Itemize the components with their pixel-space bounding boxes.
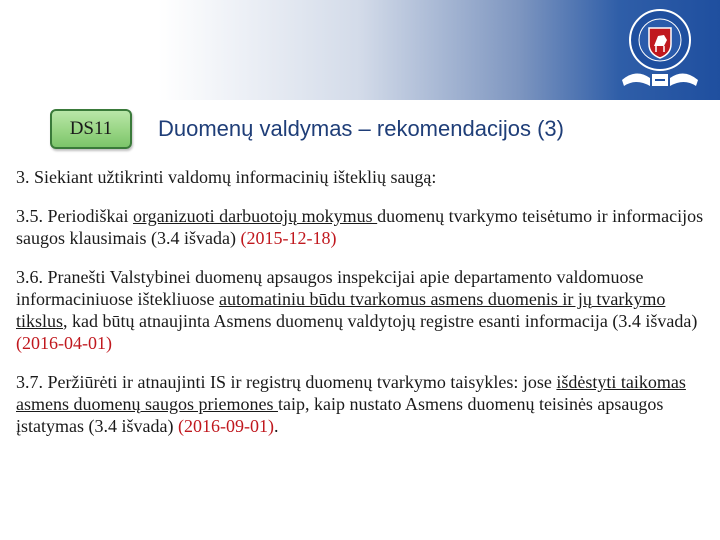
recommendation-3-5 — [16, 205, 708, 249]
rec-3-7-text-c: taip, kaip nustato Asmens duomenų teisinės apsaugos įstatymas (3.4 išvada) — [16, 394, 664, 436]
rec-3-6-text-c: , kad būtų atnaujinta Asmens duomenų valdytojų registre esanti informacija (3.4 išvada) — [63, 311, 698, 331]
rec-3-5-deadline: (2015-12-18) — [240, 228, 337, 248]
rec-3-7-end: . — [273, 416, 279, 436]
slide-title: Duomenų valdymas – rekomendacijos (3) — [158, 116, 564, 141]
rec-3-6-deadline: (2016-04-01) — [16, 333, 112, 353]
recommendation-3-6 — [16, 266, 708, 354]
state-audit-emblem-icon — [612, 6, 708, 94]
paragraph-intro — [16, 166, 708, 188]
paragraph-intro-text: 3. Siekiant užtikrinti valdomų informacinių išteklių saugą: — [16, 167, 437, 187]
rec-3-7-underlined: išdėstyti taikomas asmens duomenų saugos priemones — [16, 372, 686, 414]
rec-3-5-underlined: organizuoti darbuotojų mokymus — [133, 206, 378, 226]
rec-3-7-text-a: 3.7. Peržiūrėti ir atnaujinti IS ir registrų duomenų tvarkymo taisykles: jose — [16, 372, 557, 392]
slide-badge: DS11 — [50, 109, 132, 149]
rec-3-6-underlined: automatiniu būdu tvarkomus asmens duomenis ir jų tvarkymo tikslus — [16, 289, 666, 331]
slide-body — [16, 166, 708, 454]
recommendation-3-7 — [16, 371, 708, 437]
rec-3-6-text-a: 3.6. Pranešti Valstybinei duomenų apsaugos inspekcijai apie departamento valdomuose informaciniuose ištekliuose — [16, 267, 644, 309]
rec-3-7-deadline: (2016-09-01) — [177, 416, 274, 436]
rec-3-5-text-a: 3.5. Periodiškai — [16, 206, 133, 226]
rec-3-5-text-c: duomenų tvarkymo teisėtumo ir informacijos saugos klausimais (3.4 išvada) — [16, 206, 704, 248]
